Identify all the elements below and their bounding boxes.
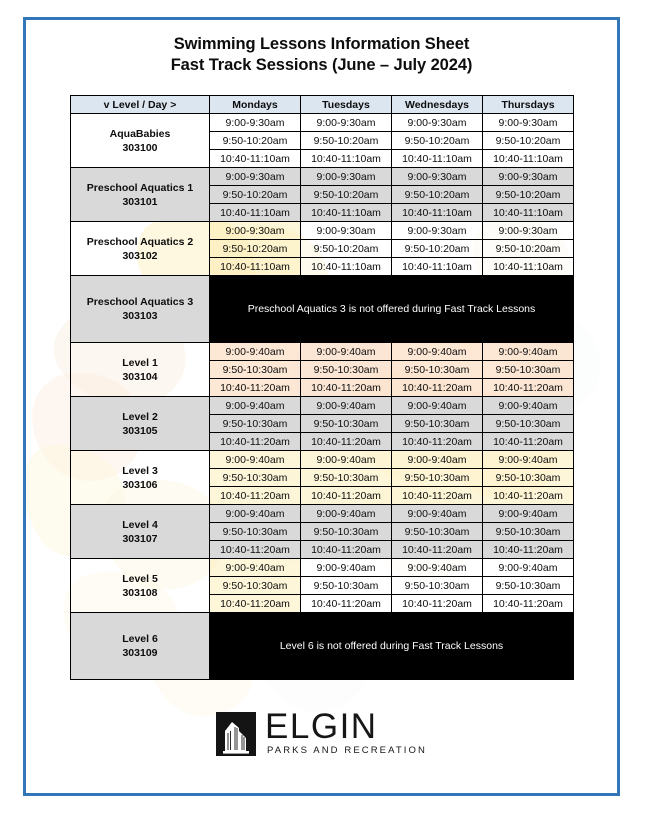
elgin-parks-and-recreation-logo xyxy=(216,707,427,757)
title-line-2: Fast Track Sessions (June – July 2024) xyxy=(170,56,473,74)
session-time-cell: 9:00-9:40am xyxy=(210,343,301,361)
session-time-cell: 9:00-9:30am xyxy=(210,168,301,186)
session-time-cell: 10:40-11:20am xyxy=(483,433,574,451)
table-row xyxy=(71,451,574,469)
table-row xyxy=(71,276,574,343)
session-time-cell: 9:00-9:30am xyxy=(210,222,301,240)
session-time-cell: 10:40-11:20am xyxy=(392,379,483,397)
session-time-cell: 9:00-9:40am xyxy=(210,397,301,415)
session-time-cell: 9:00-9:40am xyxy=(392,559,483,577)
session-time-cell: 10:40-11:10am xyxy=(210,204,301,222)
table-row xyxy=(71,114,574,132)
session-time-cell: 10:40-11:10am xyxy=(301,150,392,168)
session-time-cell: 9:50-10:20am xyxy=(392,186,483,204)
level-label-cell xyxy=(71,451,210,505)
session-time-cell: 9:50-10:20am xyxy=(301,240,392,258)
session-time-cell: 10:40-11:20am xyxy=(301,487,392,505)
session-time-cell: 9:50-10:30am xyxy=(392,361,483,379)
level-code: 303104 xyxy=(122,370,158,383)
header-day-mondays: Mondays xyxy=(210,96,301,114)
level-name: Level 4 xyxy=(122,518,158,531)
session-time-cell: 9:50-10:30am xyxy=(210,523,301,541)
level-code: 303109 xyxy=(122,647,158,659)
session-time-cell: 9:50-10:30am xyxy=(210,469,301,487)
table-row xyxy=(71,397,574,415)
level-code: 303100 xyxy=(122,141,158,154)
level-name: Level 3 xyxy=(122,464,158,477)
session-time-cell: 10:40-11:10am xyxy=(483,258,574,276)
level-name: AquaBabies xyxy=(109,127,171,140)
header-corner-label: v Level / Day > xyxy=(71,96,210,114)
header-day-thursdays: Thursdays xyxy=(483,96,574,114)
session-time-cell: 9:50-10:30am xyxy=(392,523,483,541)
session-time-cell: 9:50-10:20am xyxy=(301,186,392,204)
session-time-cell: 9:50-10:30am xyxy=(483,523,574,541)
session-time-cell: 10:40-11:10am xyxy=(210,150,301,168)
session-time-cell: 9:00-9:40am xyxy=(210,451,301,469)
session-time-cell: 9:00-9:30am xyxy=(483,168,574,186)
session-time-cell: 9:50-10:20am xyxy=(210,132,301,150)
session-time-cell: 10:40-11:20am xyxy=(210,541,301,559)
table-row xyxy=(71,559,574,577)
session-time-cell: 9:00-9:40am xyxy=(483,505,574,523)
session-time-cell: 9:50-10:30am xyxy=(483,577,574,595)
document-page xyxy=(23,17,620,796)
session-time-cell: 10:40-11:20am xyxy=(483,541,574,559)
session-time-cell: 9:00-9:30am xyxy=(483,222,574,240)
table-body xyxy=(71,114,574,680)
session-time-cell: 9:00-9:30am xyxy=(210,114,301,132)
session-time-cell: 9:50-10:20am xyxy=(483,186,574,204)
session-time-cell: 9:00-9:40am xyxy=(483,559,574,577)
session-time-cell: 9:00-9:40am xyxy=(392,451,483,469)
session-time-cell: 9:00-9:30am xyxy=(392,222,483,240)
table-row xyxy=(71,343,574,361)
level-name: Preschool Aquatics 1 xyxy=(86,181,194,194)
level-label-cell xyxy=(71,559,210,613)
page-title xyxy=(26,34,617,76)
session-time-cell: 10:40-11:20am xyxy=(210,595,301,613)
session-time-cell: 9:00-9:40am xyxy=(301,451,392,469)
session-time-cell: 9:50-10:30am xyxy=(483,361,574,379)
session-time-cell: 10:40-11:10am xyxy=(392,204,483,222)
footer xyxy=(26,707,617,757)
session-time-cell: 9:50-10:30am xyxy=(483,469,574,487)
session-time-cell: 9:00-9:40am xyxy=(301,343,392,361)
schedule-table-container xyxy=(70,95,573,680)
level-label-cell xyxy=(71,397,210,451)
header-day-tuesdays: Tuesdays xyxy=(301,96,392,114)
session-time-cell: 9:00-9:40am xyxy=(210,559,301,577)
session-time-cell: 9:00-9:40am xyxy=(301,397,392,415)
session-time-cell: 9:00-9:40am xyxy=(392,505,483,523)
session-time-cell: 9:50-10:20am xyxy=(392,132,483,150)
session-time-cell: 9:50-10:30am xyxy=(301,415,392,433)
session-time-cell: 10:40-11:20am xyxy=(301,541,392,559)
table-row xyxy=(71,505,574,523)
session-time-cell: 10:40-11:20am xyxy=(301,379,392,397)
schedule-table xyxy=(70,95,574,680)
session-time-cell: 9:50-10:30am xyxy=(483,415,574,433)
session-time-cell: 9:50-10:30am xyxy=(210,415,301,433)
not-offered-message: Level 6 is not offered during Fast Track Lessons xyxy=(210,613,574,680)
session-time-cell: 9:00-9:30am xyxy=(392,114,483,132)
session-time-cell: 9:50-10:20am xyxy=(483,240,574,258)
session-time-cell: 10:40-11:20am xyxy=(392,595,483,613)
session-time-cell: 9:00-9:40am xyxy=(210,505,301,523)
session-time-cell: 9:50-10:20am xyxy=(301,132,392,150)
session-time-cell: 9:50-10:30am xyxy=(301,469,392,487)
session-time-cell: 9:00-9:40am xyxy=(392,397,483,415)
session-time-cell: 9:00-9:30am xyxy=(483,114,574,132)
level-code: 303105 xyxy=(122,424,158,437)
session-time-cell: 9:50-10:30am xyxy=(392,415,483,433)
session-time-cell: 10:40-11:20am xyxy=(483,379,574,397)
session-time-cell: 9:00-9:40am xyxy=(483,397,574,415)
session-time-cell: 9:00-9:30am xyxy=(301,222,392,240)
level-code: 303102 xyxy=(122,249,158,262)
session-time-cell: 10:40-11:20am xyxy=(392,487,483,505)
session-time-cell: 10:40-11:20am xyxy=(483,595,574,613)
level-code: 303103 xyxy=(122,310,158,322)
session-time-cell: 9:00-9:30am xyxy=(301,114,392,132)
level-label-cell xyxy=(71,505,210,559)
session-time-cell: 9:00-9:40am xyxy=(301,559,392,577)
session-time-cell: 9:00-9:30am xyxy=(301,168,392,186)
session-time-cell: 9:50-10:20am xyxy=(210,240,301,258)
level-code: 303106 xyxy=(122,478,158,491)
session-time-cell: 9:50-10:30am xyxy=(210,577,301,595)
session-time-cell: 10:40-11:10am xyxy=(301,258,392,276)
level-label-cell xyxy=(71,114,210,168)
session-time-cell: 10:40-11:20am xyxy=(483,487,574,505)
level-label-cell xyxy=(71,222,210,276)
session-time-cell: 9:00-9:40am xyxy=(483,343,574,361)
level-name: Preschool Aquatics 2 xyxy=(86,235,194,248)
level-name: Level 6 xyxy=(122,633,158,645)
session-time-cell: 10:40-11:10am xyxy=(483,204,574,222)
session-time-cell: 9:00-9:30am xyxy=(392,168,483,186)
session-time-cell: 9:50-10:20am xyxy=(392,240,483,258)
logo-tagline: PARKS AND RECREATION xyxy=(267,745,427,756)
session-time-cell: 10:40-11:10am xyxy=(301,204,392,222)
session-time-cell: 10:40-11:10am xyxy=(392,150,483,168)
session-time-cell: 10:40-11:20am xyxy=(301,433,392,451)
level-code: 303108 xyxy=(122,586,158,599)
building-icon xyxy=(216,712,256,756)
session-time-cell: 10:40-11:20am xyxy=(210,487,301,505)
session-time-cell: 10:40-11:20am xyxy=(210,379,301,397)
session-time-cell: 10:40-11:20am xyxy=(392,433,483,451)
level-code: 303107 xyxy=(122,532,158,545)
level-name: Preschool Aquatics 3 xyxy=(86,296,194,308)
level-code: 303101 xyxy=(122,195,158,208)
session-time-cell: 9:50-10:20am xyxy=(483,132,574,150)
session-time-cell: 9:50-10:30am xyxy=(392,469,483,487)
table-header xyxy=(71,96,574,114)
table-row xyxy=(71,222,574,240)
table-row xyxy=(71,168,574,186)
session-time-cell: 9:00-9:40am xyxy=(392,343,483,361)
logo-text-block xyxy=(265,707,427,757)
level-label-cell xyxy=(71,343,210,397)
header-day-wednesdays: Wednesdays xyxy=(392,96,483,114)
level-label-cell xyxy=(71,276,210,343)
session-time-cell: 9:50-10:30am xyxy=(210,361,301,379)
table-header-row xyxy=(71,96,574,114)
level-name: Level 2 xyxy=(122,410,158,423)
session-time-cell: 9:50-10:20am xyxy=(210,186,301,204)
not-offered-message: Preschool Aquatics 3 is not offered during Fast Track Lessons xyxy=(210,276,574,343)
table-row xyxy=(71,613,574,680)
session-time-cell: 10:40-11:10am xyxy=(210,258,301,276)
session-time-cell: 10:40-11:20am xyxy=(301,595,392,613)
session-time-cell: 10:40-11:20am xyxy=(210,433,301,451)
session-time-cell: 10:40-11:10am xyxy=(483,150,574,168)
session-time-cell: 9:50-10:30am xyxy=(392,577,483,595)
session-time-cell: 10:40-11:10am xyxy=(392,258,483,276)
level-label-cell xyxy=(71,613,210,680)
session-time-cell: 9:50-10:30am xyxy=(301,361,392,379)
session-time-cell: 9:00-9:40am xyxy=(483,451,574,469)
level-name: Level 1 xyxy=(122,356,158,369)
session-time-cell: 9:00-9:40am xyxy=(301,505,392,523)
session-time-cell: 10:40-11:20am xyxy=(392,541,483,559)
level-name: Level 5 xyxy=(122,572,158,585)
session-time-cell: 9:50-10:30am xyxy=(301,523,392,541)
level-label-cell xyxy=(71,168,210,222)
title-line-1: Swimming Lessons Information Sheet xyxy=(173,35,470,53)
session-time-cell: 9:50-10:30am xyxy=(301,577,392,595)
logo-wordmark: ELGIN xyxy=(265,707,378,746)
